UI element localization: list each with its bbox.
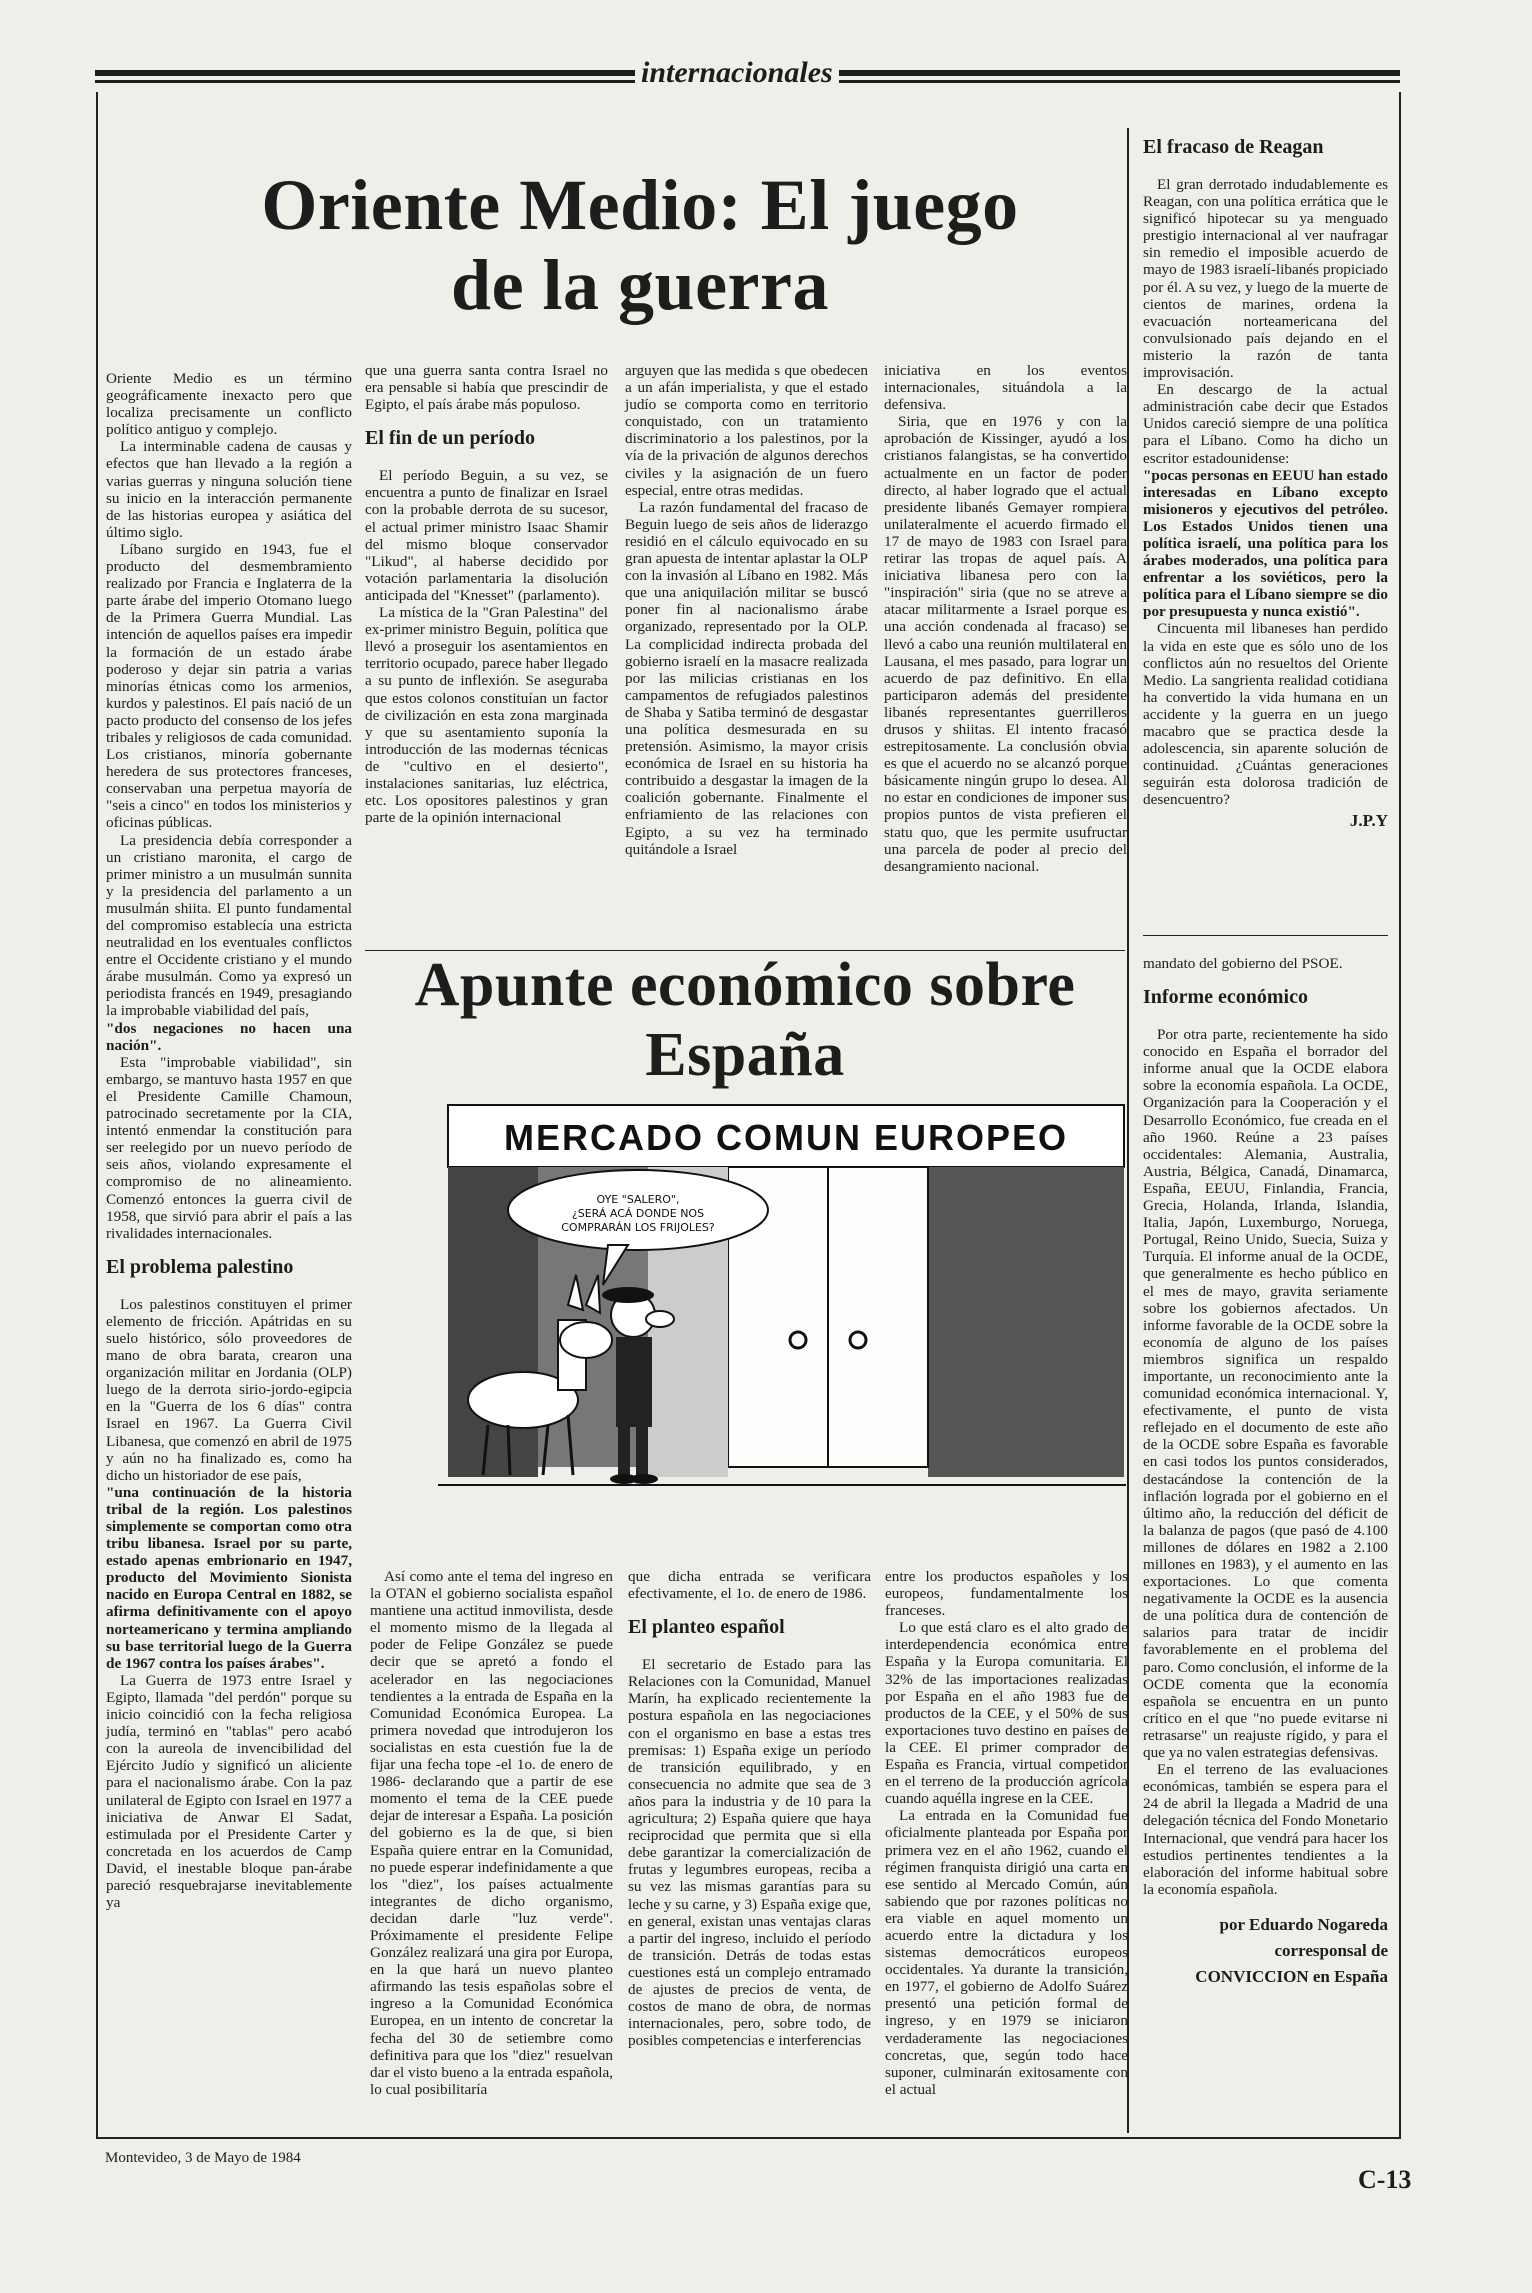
frame-right-rule bbox=[1399, 92, 1401, 2137]
page-number: C-13 bbox=[1358, 2165, 1412, 2194]
paragraph: Por otra parte, recientemente ha sido conocido en España el borrador del informe anual que la OCDE elabora sobre la economía española. La OCDE, Organización para la Cooperación y el Desarrollo Económico, fue creada en el año 1960. Reúne a 23 países occidentales: Alemania, Australia, Austria, Bélgica, Canadá, Dinamarca, España, EEUU, Finlandia, Francia, Grecia, Holanda, Irlanda, Islandia, Italia, Japón, Luxemburgo, Noruega, Portugal, Reino Unido, Suecia, Suiza y Turquía. El informe anual de la OCDE, que generalmente es hecho público en el mes de mayo, gravita seriamente sobre los gobiernos afectados. Un informe favorable de la OCDE sobre la economía de alguno de los países miembros significa un respaldo importante, un reconocimiento ante la comunidad económica internacional. Y, efectivamente, el punto de vista reflejado en el documento de este año de la OCDE sobre España es favorable en casi todos los puntos considerados, destacándose la contención de la inflación lograda por el gobierno en el último año, la reducción del déficit de la balanza de pagos (que pasó de 4.100 millones de dólares en 1982 a 2.100 millones en 1983), y el aumento en las exportaciones. Lo que comenta negativamente la OCDE es la ausencia de una política dura de contención de salarios para tratar de incidir favorablemente en el problema del paro. Como conclusión, el informe de la OCDE comenta que la economía española se encuentra en un punto crítico en el que "no puede evitarse ni retrasarse" un reajuste rígido, y para el que ya no valen estrategias defensivas. bbox=[1143, 1026, 1388, 1762]
paragraph: La razón fundamental del fracaso de Beguin luego de seis años de liderazgo residió en el cálculo equivocado en su gran apuesta de intentar aplastar la OLP con la invasión al Líbano en 1982. Más que una aniquilación militar se buscó poner fin al nacionalismo árabe organizado, representado por la OLP. La complicidad indirecta probada del gobierno israelí en la masacre realizada por las milicias cristianas en los campamentos de refugiados palestinos de Shaba y Satiba terminó de desgastar una política desmesurada en su pretensión. Asimismo, la mayor crisis económica de Israel en su historia ha contribuido a desgastar la imagen de la coalición gobernante. Finalmente el enfriamiento de las relaciones con Egipto, a su vez ha terminado quitándole a Israel bbox=[625, 498, 868, 858]
paragraph: Siria, que en 1976 y con la aprobación de Kissinger, ayudó a los cristianos falangistas, se ha convertido actualmente en un factor de poder directo, al haber logrado que el actual presidente libanés Gemayer rompiera unilateralmente el acuerdo firmado el 17 de mayo de 1983 con Israel para retirar las tropas de aquel país. A iniciativa libanesa pero con la "inspiración" siria (que no se atreve a atacar militarmente a Israel porque es una acción condenada al fracaso) se llevó a cabo una reunión multilateral en Lausana, el mes pasado, para lograr un acuerdo de paz definitivo. En ella participaron además del presidente libanés representantes guerrilleros drusos y shiitas. El intento fracasó estrepitosamente. La conclusión obvia es que el acuerdo no se alcanzó porque básicamente ningún grupo lo desea. Al no estar en condiciones de imponer sus propios puntos de vista prefieren el statu quo, que les permite usufructar una parcela de poder al precio del desangramiento nacional. bbox=[884, 413, 1127, 875]
article2-title-line1: Apunte económico sobre bbox=[414, 951, 1076, 1019]
paragraph: La interminable cadena de causas y efectos que han llevado a la región a varias guerras y ninguna solución tiene su inicio en la interacción permanente de las historias europea y asiática del último siglo. bbox=[106, 438, 352, 541]
svg-text:COMPRARÁN LOS FRIJOLES?: COMPRARÁN LOS FRIJOLES? bbox=[561, 1221, 715, 1234]
paragraph: iniciativa en los eventos internacionales, situándola a la defensiva. bbox=[884, 362, 1127, 414]
paragraph: que una guerra santa contra Israel no era pensable si había que prescindir de Egipto, el país árabe más populoso. bbox=[365, 362, 608, 414]
frame-left-rule bbox=[96, 92, 98, 2137]
article1-column-1 bbox=[106, 370, 352, 1911]
paragraph: La presidencia debía corresponder a un cristiano maronita, el cargo de primer ministro a un musulmán sunnita y la presidencia del parlamento a un musulmán shiita. El punto fundamental del compromiso establecía una estricta neutralidad en los eventuales conflictos entre el Occidente cristiano y el mundo árabe musulmán. Como ya expresó un periodista francés en 1949, presagiando la improbable viabilidad del país, bbox=[106, 831, 352, 1020]
article1-signature: J.P.Y bbox=[1349, 811, 1388, 831]
article1-title-line2: de la guerra bbox=[451, 245, 829, 325]
article2-column-4 bbox=[1143, 955, 1388, 1990]
subhead-palestino: El problema palestino bbox=[106, 1255, 294, 1278]
frame-bottom-rule bbox=[96, 2137, 1401, 2139]
svg-text:¿SERÁ ACÁ DONDE NOS: ¿SERÁ ACÁ DONDE NOS bbox=[571, 1207, 705, 1220]
subhead-planteo: El planteo español bbox=[628, 1616, 785, 1639]
paragraph: Oriente Medio es un término geográficamente inexacto pero que localiza precisamente un conflicto político antiguo y complejo. bbox=[106, 370, 352, 439]
article1-column-4 bbox=[884, 362, 1127, 875]
cartoon-illustration bbox=[438, 1095, 1126, 1500]
svg-text:OYE "SALERO",: OYE "SALERO", bbox=[596, 1193, 680, 1206]
dateline: Montevideo, 3 de Mayo de 1984 bbox=[105, 2150, 301, 2166]
bold-quote: "pocas personas en EEUU han estado interesadas en Líbano excepto misioneros y ejecutivos del petróleo. Los Estados Unidos tienen una política israelí, una política para los árabes moderados, una política para enfrentar a los soviéticos, pero la política para el Líbano siempre se dio por presupuesta y nunca existió". bbox=[1143, 466, 1388, 621]
subhead-fin-periodo: El fin de un período bbox=[365, 427, 536, 450]
cartoon-sign: MERCADO COMUN EUROPEO bbox=[503, 1117, 1069, 1158]
article1-title-line1: Oriente Medio: El juego bbox=[261, 165, 1019, 245]
paragraph: Esta "improbable viabilidad", sin embargo, se mantuvo hasta 1957 en que el Presidente Camille Chamoun, patrocinado secretamente por la CIA, intentó enmendar la constitución para ser reelegido por un nuevo período de seis años, violando expresamente el compromiso de no alineamiento. Comenzó entonces la guerra civil de 1958, que sirvió para abrir el país a las rivalidades internacionales. bbox=[106, 1053, 352, 1242]
article2-title-line2: España bbox=[645, 1021, 845, 1089]
subhead-informe: Informe económico bbox=[1143, 986, 1308, 1009]
bold-quote: "una continuación de la historia tribal de la región. Los palestinos simplemente se comportan como otra tribu libanesa. Israel por su parte, estado apenas embrionario en 1947, producto del Movimiento Sionista nacido en Europa Central en 1882, se afirma definitivamente con el apoyo norteamericano y termina ampliando su base territorial luego de la Guerra de 1967 contra los países árabes". bbox=[106, 1483, 352, 1672]
paragraph: La Guerra de 1973 entre Israel y Egipto, llamada "del perdón" porque su inicio coincidió con la fecha religiosa judía, terminó en "tablas" pero acabó con la aureola de invencibilidad del Ejército Judío y significó un aliciente para el nacionalismo árabe. Con la paz unilateral de Egipto con Israel en 1977 a iniciativa de Anwar El Sadat, estimulada por el Presidente Carter y concretada en los acuerdos de Camp David, el inestable bloque pan-árabe pareció resquebrajarse inevitablemente ya bbox=[106, 1671, 352, 1912]
paragraph: En el terreno de las evaluaciones económicas, también se espera para el 24 de abril la llegada a Madrid de una delegación técnica del Fondo Monetario Internacional, que vendrá para hacer los estudios pertinentes tendientes a la elaboración del informe habitual sobre la economía española. bbox=[1143, 1761, 1388, 1898]
paragraph: mandato del gobierno del PSOE. bbox=[1143, 955, 1343, 972]
byline-role: corresponsal de bbox=[1274, 1940, 1388, 1960]
subhead-fracaso-reagan: El fracaso de Reagan bbox=[1143, 136, 1324, 158]
article1-column-5 bbox=[1143, 136, 1388, 834]
bold-quote: "dos negaciones no hacen una nación". bbox=[106, 1019, 352, 1054]
paragraph: Líbano surgido en 1943, fue el producto del desmembramiento realizado por Francia e Inglaterra de la parte árabe del imperio Otomano luego de la Primera Guerra Mundial. Las intención de aquellos países era impedir la formación de un estado árabe poderoso y dejar sin patria a varias minorías étnicas como los armenios, kurdos y palestinos. El país nació de un pacto producto del consenso de los jefes tribales y religiosos de cada comunidad. Los cristianos, minoría gobernante heredera de sus protectores franceses, conservaban una perpetua mayoría de "seis a cinco" en todos los ministerios y oficinas públicas. bbox=[106, 540, 352, 832]
paragraph: Lo que está claro es el alto grado de interdependencia económica entre España y la Europa comunitaria. El 32% de las importaciones realizadas por España en el año 1983 fue de productos de la CEE, y el 50% de sus exportaciones tuvo destino en países de la CEE. El primer comprador de España es Francia, virtual competidor en el terreno de la producción agrícola cuando aquélla ingrese en la CEE. bbox=[885, 1619, 1128, 1808]
paragraph: arguyen que las medida s que obedecen a un afán imperialista, y que el estado judío se comporta como en territorio conquistado, con un tratamiento discriminatorio a los palestinos, por la vía de la privación de algunos derechos civiles y la asignación de un fuero especial, entre otras medidas. bbox=[625, 362, 868, 499]
paragraph: Así como ante el tema del ingreso en la OTAN el gobierno socialista español mantiene una actitud inmovilista, desde el momento mismo de la llegada al poder de Felipe González se puede decir que se apretó a fondo el acelerador en las negociaciones tendientes a la entrada de España en la Comunidad Económica Europea. La primera novedad que introdujeron los socialistas en esta cuestión fue la de fijar una fecha tope -el 1o. de enero de 1986- declarando que a partir de ese momento el tema de la CEE puede dejar de interesar a España. La posición del gobierno es la de que, si bien España quiere entrar en la Comunidad, no puede esperar indefinidamente a que los "diez", los países actualmente integrantes de dicho organismo, decidan darle "luz verde". Próximamente el presidente Felipe González realizará una gira por Europa, en la que hará un nuevo planteo afirmando las tesis españolas sobre el ingreso a la Comunidad Económica Europea, en un intento de concretar la fecha del 30 de setiembre como definitiva para que los "diez" resuelvan dar el visto bueno a la entrada española, lo cual posibilitaría bbox=[370, 1568, 613, 2098]
article1-column-3 bbox=[625, 362, 868, 858]
article2-column-3 bbox=[885, 1568, 1128, 2098]
paragraph: Los palestinos constituyen el primer elemento de fricción. Apátridas en su suelo histórico, sólo proveedores de mano de obra barata, crearon una organización militar en Jordania (OLP) luego de la derrota sirio-jordo-egipcia en la "Guerra de los 6 días" contra Israel en 1967. La Guerra Civil Libanesa, que comenzó en abril de 1975 y aún no ha finalizado es, como ha dicho un historiador de ese país, bbox=[106, 1295, 352, 1484]
article2-column-1 bbox=[370, 1568, 613, 2098]
section-label: internacionales bbox=[635, 56, 839, 90]
section-header bbox=[95, 56, 1400, 90]
article2-title bbox=[370, 950, 1120, 1090]
byline-author: por Eduardo Nogareda bbox=[1219, 1914, 1388, 1934]
paragraph: Cincuenta mil libaneses han perdido la vida en este que es sólo uno de los conflictos aún no resueltos del Oriente Medio. La sangrienta realidad cotidiana ha convertido la vida humana en un accidente y la guerra en un juego macabro que se practica desde la adolescencia, sin aparente solución de continuidad. ¿Cuántas generaciones seguirán esta dolorosa tradición de desencuentro? bbox=[1143, 620, 1388, 809]
paragraph: El secretario de Estado para las Relaciones con la Comunidad, Manuel Marín, ha explicado recientemente la postura española en las negociaciones con el organismo en base a estas tres premisas: 1) España exige un período de transición equilibrado, y en consecuencia no admite que sea de 3 años para la industria y de 10 para la agricultura; 2) España quiere que haya reciprocidad que permita que si ella debe garantizar la comercialización de frutas y legumbres europeas, reciba a su vez las mismas garantías para su leche y su carne, y 3) España exige que, en general, existan unas ventajas claras a partir del ingreso, incluido el período de transición. Detrás de todas estas cuestiones está un complejo entramado de ajustes de precios de venta, de costos de mano de obra, de normas internacionales, pero, sobre todo, de posibles competencias e interferencias bbox=[628, 1656, 871, 2050]
paragraph: El período Beguin, a su vez, se encuentra a punto de finalizar en Israel con la probable derrota de su sucesor, el actual primer ministro Isaac Shamir del mismo bloque conservador "Likud", al haberse decidido por votación parlamentaria la disolución anticipada del "Knesset" (parlamento). bbox=[365, 467, 608, 604]
paragraph: En descargo de la actual administración cabe decir que Estados Unidos careció siempre de una política para el Líbano. Como ha dicho un escritor estadounidense: bbox=[1143, 381, 1388, 467]
article2-column-2 bbox=[628, 1568, 871, 2049]
article2-byline bbox=[1143, 1912, 1388, 1990]
byline-publication: CONVICCION en España bbox=[1195, 1966, 1388, 1986]
paragraph: La mística de la "Gran Palestina" del ex-primer ministro Beguin, política que llevó a proseguir los asentamientos en territorio ocupado, parece haber llegado a su punto de inflexión. Se aseguraba que estos colonos constituían un factor de civilización en esta zona marginada y que su asentamiento suponía la introducción de las modernas técnicas de "cultivo en el desierto", instalaciones sanitarias, luz eléctrica, etc. Los opositores palestinos y gran parte de la opinión internacional bbox=[365, 604, 608, 827]
cartoon-drawing bbox=[438, 1095, 1126, 1500]
article1-title bbox=[220, 165, 1060, 325]
paragraph: que dicha entrada se verificara efectivamente, el 1o. de enero de 1986. bbox=[628, 1568, 871, 1603]
paragraph: entre los productos españoles y los europeos, fundamentalmente los franceses. bbox=[885, 1568, 1128, 1620]
article1-column-2 bbox=[365, 362, 608, 826]
paragraph: El gran derrotado indudablemente es Reagan, con una política errática que le significó hipotecar su ya menguado prestigio internacional al ver naufragar sin remedio el imposible acuerdo de mayo de 1983 israelí-libanés propiciado por él. A su vez, y luego de la muerte de cientos de marines, ordena la evacuación norteamericana del convulsionado país dejando en el misterio la razón de tanta improvisación. bbox=[1143, 176, 1388, 382]
paragraph: La entrada en la Comunidad fue oficialmente planteada por España por primera vez en el año 1962, cuando el régimen franquista dirigió una carta en ese sentido al Mercado Común, aún sabiendo que por razones políticas no era viable en aquel momento un acuerdo entre la dictadura y los sistemas democráticos europeos occidentales. Ya durante la transición, en 1977, el gobierno de Adolfo Suárez presentó una petición formal de ingreso, y en 1979 se iniciaron verdaderamente las negociaciones concretas, que, según todo hace suponer, culminarán exitosamente con el actual bbox=[885, 1807, 1128, 2098]
column-divider bbox=[1143, 935, 1388, 936]
